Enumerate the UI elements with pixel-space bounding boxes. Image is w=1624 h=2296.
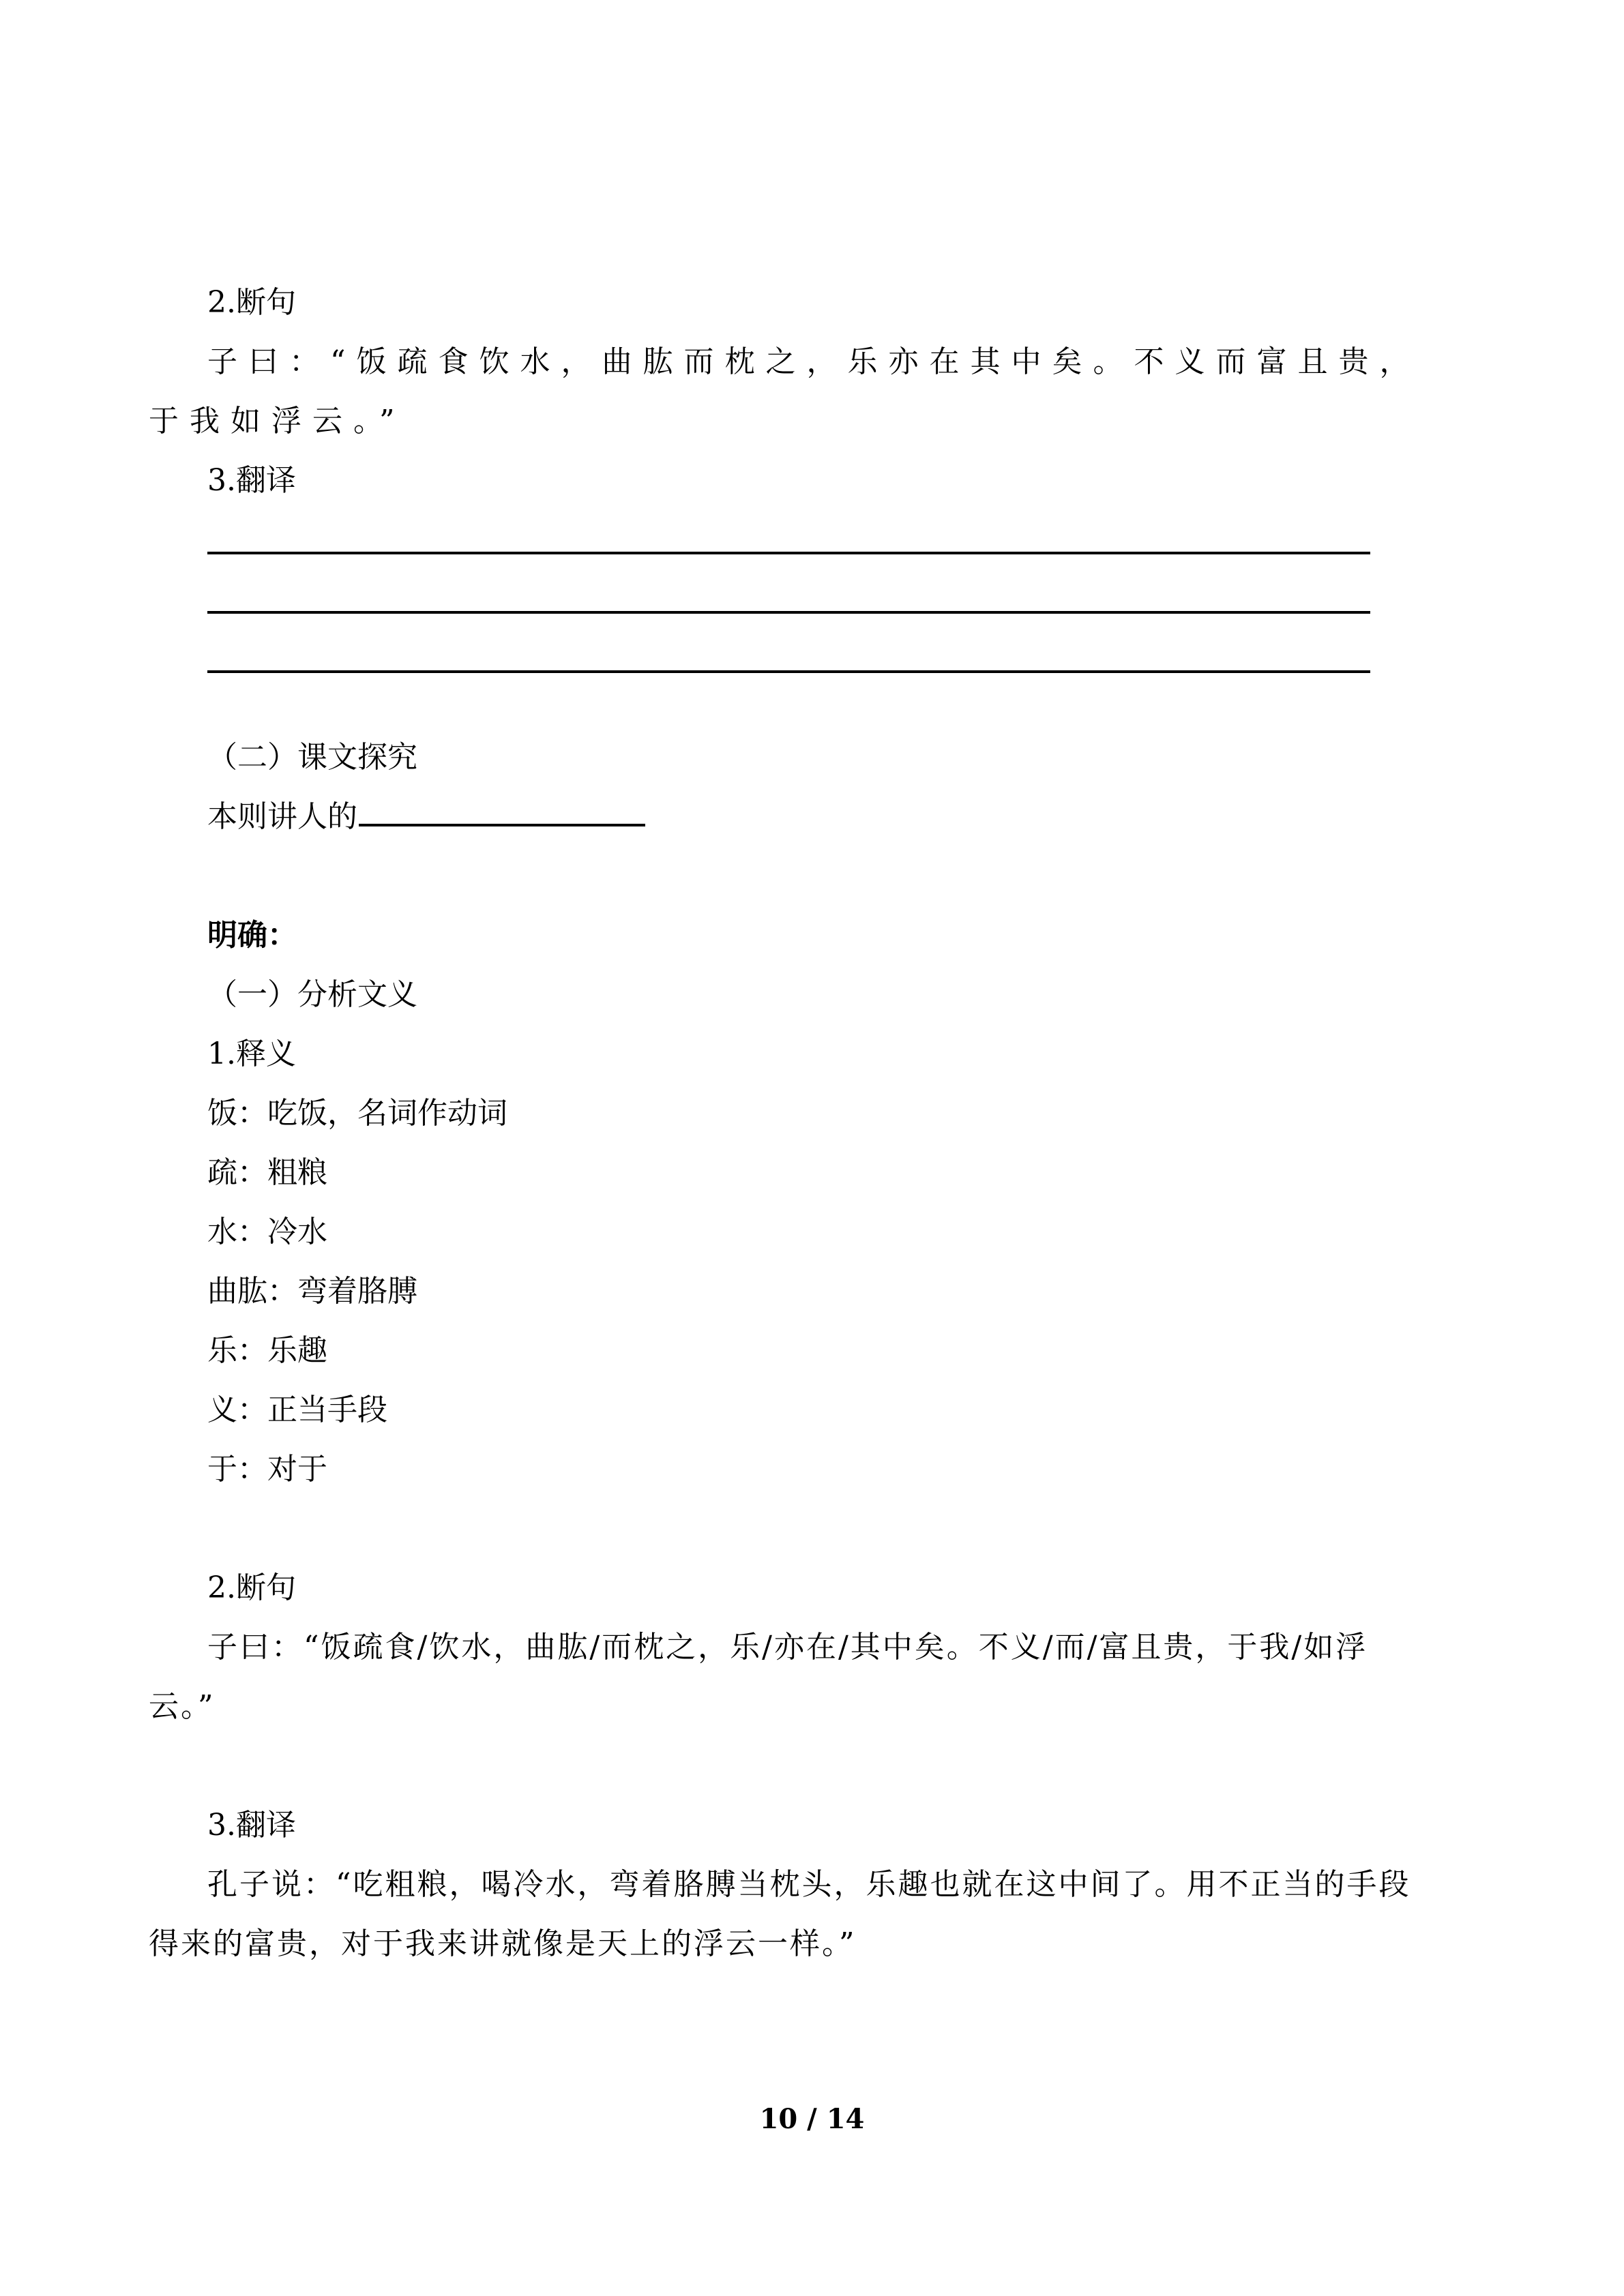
definition-line: 水：冷水 <box>207 1214 327 1249</box>
definition-line: 饭：吃饭，名词作动词 <box>207 1096 507 1131</box>
page-content <box>149 273 1453 1973</box>
spacer <box>149 846 1453 906</box>
definition-line: 乐：乐趣 <box>207 1333 327 1368</box>
tanjiu-prompt-line <box>149 787 1453 846</box>
duanju-exercise-heading: 2.断句 <box>207 285 296 320</box>
answer-blank-line <box>207 614 1370 673</box>
answer-duanju-heading: 2.断句 <box>207 1570 296 1605</box>
answer-fanyi-heading: 3.翻译 <box>207 1808 296 1843</box>
shiyi-heading: 1.释义 <box>207 1037 296 1071</box>
fanyi-exercise-heading: 3.翻译 <box>207 463 296 498</box>
answer-fanyi-line-2: 得来的富贵，对于我来讲就像是天上的浮云一样。” <box>149 1926 857 1961</box>
answer-fanyi-line-1: 孔子说：“吃粗粮，喝冷水，弯着胳膊当枕头，乐趣也就在这中间了。用不正当的手段 <box>207 1867 1411 1902</box>
definition-line: 曲肱：弯着胳膊 <box>207 1274 417 1309</box>
answer-blank-line <box>207 554 1370 614</box>
spacer <box>149 1736 1453 1795</box>
fill-in-blank-underline <box>359 824 645 826</box>
page-number: 10 / 14 <box>759 2103 865 2135</box>
duanju-quote-line-2: 于我如浮云。” <box>149 404 406 438</box>
answer-blank-line <box>207 495 1370 554</box>
answer-duanju-line-2: 云。” <box>149 1689 216 1724</box>
answer-duanju-line-1: 子曰：“饭疏食/饮水，曲肱/而枕之，乐/亦在/其中矣。不义/而/富且贵，于我/如浮 <box>207 1630 1368 1665</box>
duanju-quote-line-1: 子曰：“饭疏食饮水，曲肱而枕之，乐亦在其中矣。不义而富且贵， <box>207 344 1421 379</box>
definition-line: 于：对于 <box>207 1452 327 1487</box>
tanjiu-prompt-text: 本则讲人的 <box>207 799 357 834</box>
mingque-label: 明确： <box>207 918 297 953</box>
spacer <box>149 1499 1453 1558</box>
tanjiu-section-heading: （二）课文探究 <box>207 740 417 775</box>
definition-line: 疏：粗粮 <box>207 1155 327 1190</box>
fenxi-section-heading: （一）分析文义 <box>207 977 417 1012</box>
definition-line: 义：正当手段 <box>207 1392 387 1427</box>
